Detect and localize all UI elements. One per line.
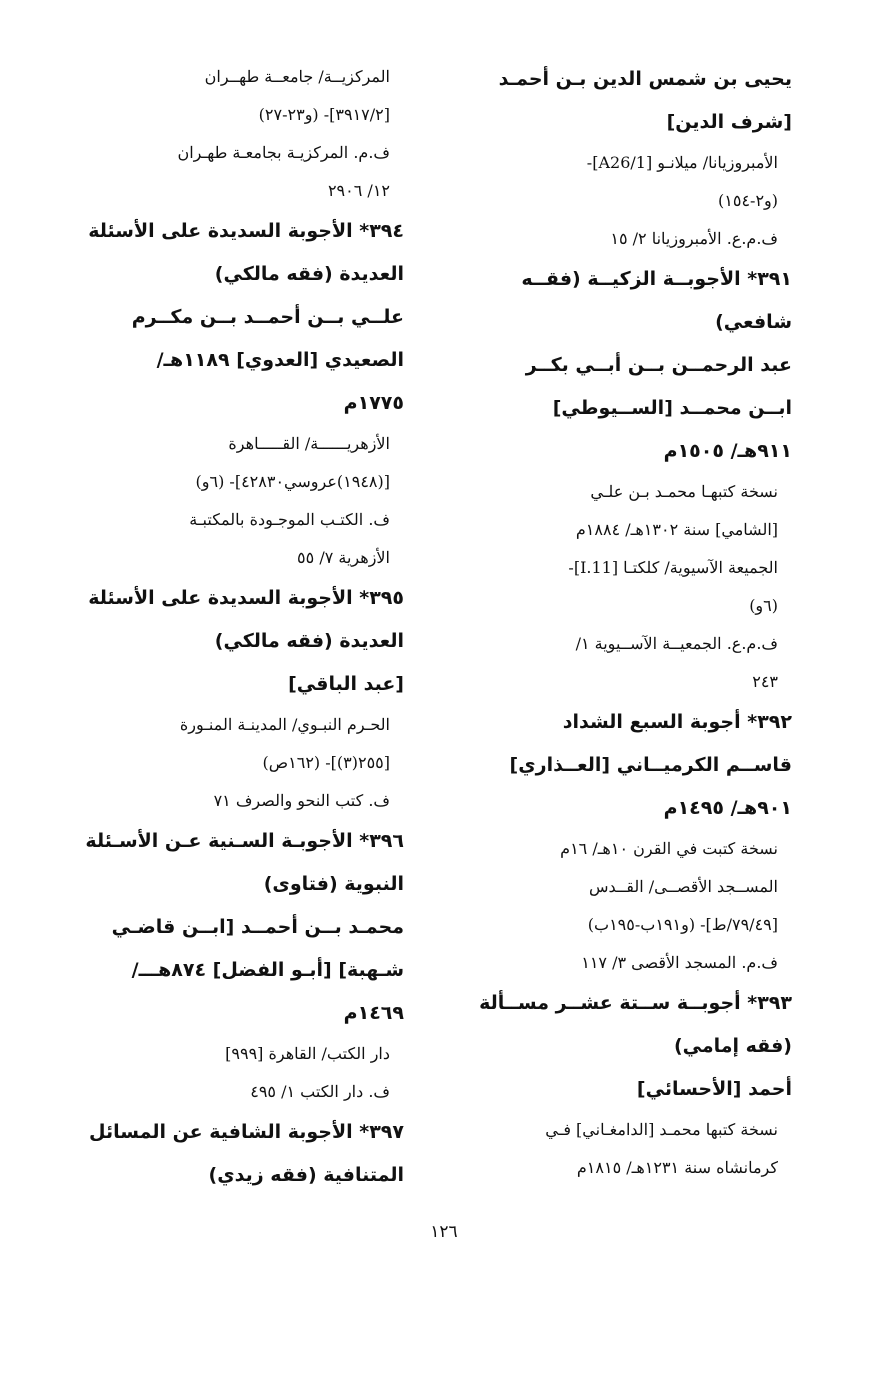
left-column-text-line: المتنافية (فقه زيدي) [208, 1164, 404, 1186]
right-column [442, 58, 792, 1187]
right-column-text-line: [شرف الدين] [666, 111, 792, 133]
left-column-text-line: الحـرم النبـوي/ المدينـة المنـورة [179, 715, 390, 734]
right-column-text-line: نسخة كتبت في القرن ١٠هـ/ ١٦م [560, 839, 778, 858]
right-column-text-line: (و٢-١٥٤) [718, 191, 778, 210]
right-column-text-line: نسخة كتبها محمـد [الدامغـاني] فـي [545, 1120, 778, 1139]
left-column-text-line: [عبد الباقي] [288, 673, 404, 695]
right-column-text-line: شافعي) [715, 311, 792, 333]
left-column-text-line: المركزيــة/ جامعــة طهــران [204, 67, 390, 86]
right-column-text-line: المســجد الأقصــى/ القــدس [588, 877, 778, 896]
left-column-entry-heading: ٣٩٥* الأجوبة السديدة على الأسئلة [88, 587, 404, 609]
right-column-text-line: يحيى بن شمس الدين بـن أحمـد [498, 68, 792, 90]
right-column-text-line: الأمبروزيانا/ ميلانـو [A26/1]- [586, 153, 778, 172]
left-column-text-line: الأزهريــــــة/ القـــــاهرة [228, 434, 390, 453]
right-column-text-line: كرمانشاه سنة ١٢٣١هـ/ ١٨١٥م [576, 1158, 778, 1177]
left-column-text-line: محمـد بــن أحمــد [ابــن قاضـي [111, 916, 404, 938]
right-column-text-line: (فقه إمامي) [673, 1035, 792, 1057]
right-column-entry-heading: ٣٩٣* أجوبــة ســتة عشــر مســألة [479, 992, 792, 1014]
right-column-text-line: ٩١١هـ/ ١٥٠٥م [663, 440, 792, 462]
left-column-text-line: ١٢/ ٢٩٠٦ [327, 181, 390, 200]
left-column-text-line: ف.م. المركزيـة بجامعـة طهـران [177, 143, 390, 162]
right-column-text-line: ف.م.ع. الجمعيــة الآســيوية ١/ [575, 634, 778, 653]
left-column-text-line: العديدة (فقه مالكي) [214, 630, 404, 652]
left-column-text-line: [٢٥٥(٣)]- (١٦٢ص) [262, 753, 390, 772]
right-column-text-line: [٧٩/٤٩/ط]- (و١٩١ب-١٩٥ب) [587, 915, 778, 934]
right-column-text-line: عبد الرحمــن بــن أبــي بكــر [525, 354, 792, 376]
left-column-text-line: ١٤٦٩م [343, 1002, 404, 1024]
left-column-text-line: شـهبة] [أبـو الفضل] ٨٧٤هـــ/ [131, 959, 404, 981]
right-column-text-line: ابــن محمــد [الســيوطي] [552, 397, 792, 419]
left-column-text-line: ف. دار الكتب ١/ ٤٩٥ [250, 1082, 390, 1101]
left-column-text-line: العديدة (فقه مالكي) [214, 263, 404, 285]
left-column-text-line: ف. الكتـب الموجـودة بالمكتبـة [189, 510, 390, 529]
right-column-text-line: (٦و) [749, 596, 778, 615]
left-column-text-line: [٣٩١٧/٢]- (و٢٣-٢٧) [258, 105, 390, 124]
right-column-text-line: ف.م. المسجد الأقصى ٣/ ١١٧ [581, 953, 778, 972]
left-column-text-line: الصعيدي [العدوي] ١١٨٩هـ/ [156, 349, 404, 371]
right-column-text-line: [الشامي] سنة ١٣٠٢هـ/ ١٨٨٤م [575, 520, 778, 539]
left-column [54, 58, 404, 1197]
right-column-text-line: ف.م.ع. الأمبروزيانا ٢/ ١٥ [610, 229, 778, 248]
right-column-entry-heading: ٣٩١* الأجوبــة الزكيــة (فقــه [521, 268, 792, 290]
right-column-text-line: ٢٤٣ [752, 672, 778, 691]
left-column-text-line: الأزهرية ٧/ ٥٥ [297, 548, 390, 567]
right-column-entry-heading: ٣٩٢* أجوبة السبع الشداد [562, 711, 792, 733]
right-column-text-line: ٩٠١هـ/ ١٤٩٥م [663, 797, 792, 819]
left-column-text-line: علــي بــن أحمــد بــن مكــرم [131, 306, 404, 328]
right-column-text-line: أحمد [الأحسائي] [636, 1078, 792, 1100]
left-column-text-line: [(١٩٤٨)عروسي٤٢٨٣٠]- (٦و) [195, 472, 390, 491]
left-column-entry-heading: ٣٩٤* الأجوبة السديدة على الأسئلة [88, 220, 404, 242]
left-column-text-line: ١٧٧٥م [343, 392, 404, 414]
right-column-text-line: نسخة كتبهـا محمـد بـن علـي [590, 482, 778, 501]
left-column-text-line: ف. كتب النحو والصرف ٧١ [213, 791, 390, 810]
left-column-text-line: النبوية (فتاوى) [263, 873, 404, 895]
right-column-text-line: قاســم الكرميــاني [العــذاري] [509, 754, 792, 776]
page-number: ١٢٦ [430, 1222, 458, 1242]
left-column-entry-heading: ٣٩٦* الأجوبـة السـنية عـن الأسـئلة [85, 830, 404, 852]
left-column-text-line: دار الكتب/ القاهرة [٩٩٩] [225, 1044, 390, 1063]
left-column-entry-heading: ٣٩٧* الأجوبة الشافية عن المسائل [89, 1121, 404, 1143]
right-column-text-line: الجميعة الآسيوية/ كلكتـا [I.11]- [568, 558, 778, 577]
